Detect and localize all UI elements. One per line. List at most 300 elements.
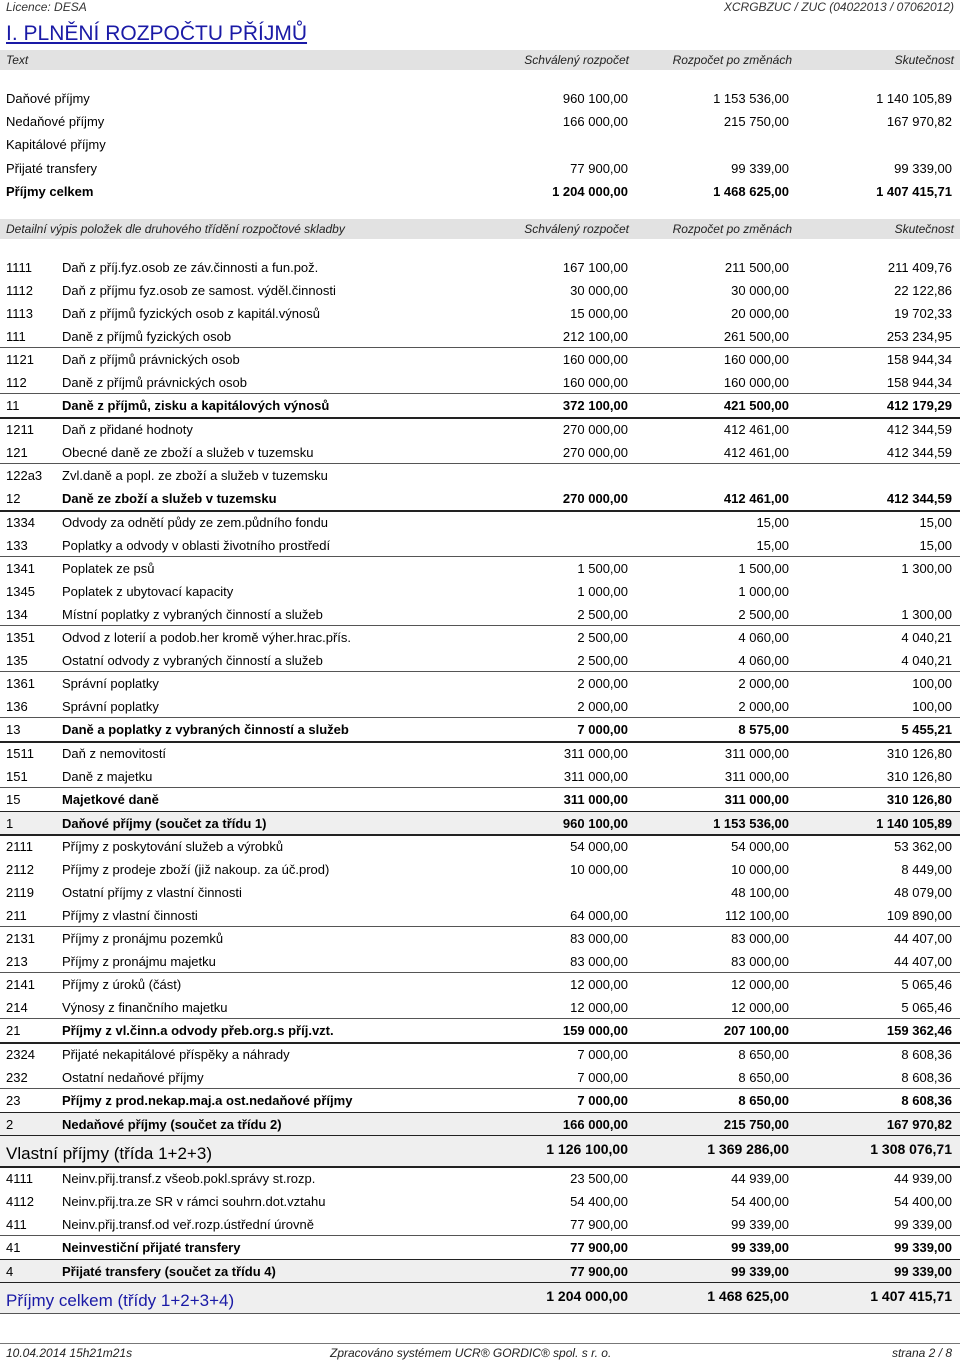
row-changed: 2 500,00 — [738, 607, 789, 622]
table-row — [0, 1190, 960, 1213]
row-label: Příjmy z prod.nekap.maj.a ost.nedaňové příjmy — [62, 1093, 353, 1108]
row-label: Daň z nemovitostí — [62, 746, 167, 761]
row-changed: 412 461,00 — [723, 491, 789, 506]
row-code: 23 — [6, 1093, 21, 1108]
row-label: Daně z příjmů právnických osob — [62, 375, 247, 390]
row-approved: 12 000,00 — [570, 1000, 628, 1015]
row-label: Příjmy celkem (třídy 1+2+3+4) — [6, 1291, 235, 1310]
row-code: 4112 — [6, 1194, 34, 1209]
table-row — [0, 835, 960, 858]
row-actual: 99 339,00 — [894, 1264, 952, 1279]
row-label: Ostatní nedaňové příjmy — [62, 1070, 204, 1085]
row-label: Neinvestiční přijaté transfery — [62, 1240, 241, 1255]
row-actual: 15,00 — [919, 515, 952, 530]
row-label: Odvody za odnětí půdy ze zem.půdního fondu — [62, 515, 328, 530]
row-approved: 2 500,00 — [577, 653, 628, 668]
row-approved: 270 000,00 — [562, 422, 628, 437]
row-approved: 311 000,00 — [563, 792, 628, 807]
row-code: 151 — [6, 769, 28, 784]
table-row — [0, 557, 960, 580]
row-label: Místní poplatky z vybraných činností a služeb — [62, 607, 323, 622]
row-changed: 8 575,00 — [738, 722, 789, 737]
row-changed: 211 500,00 — [724, 260, 789, 275]
footer-datetime: 10.04.2014 15h21m21s — [6, 1346, 133, 1360]
row-actual: 4 040,21 — [901, 653, 952, 668]
row-code: 1334 — [6, 515, 35, 530]
row-actual: 8 608,36 — [901, 1070, 952, 1085]
row-actual: 44 407,00 — [894, 954, 952, 969]
row-approved: 212 100,00 — [562, 329, 628, 344]
row-code: 1341 — [6, 561, 35, 576]
table-row — [0, 1167, 960, 1190]
row-label: Daň z příjmů fyzických osob z kapitál.výnosů — [62, 306, 320, 321]
row-changed: 215 750,00 — [723, 1117, 789, 1132]
table-row-sub — [0, 441, 960, 464]
row-actual: 412 344,59 — [886, 445, 952, 460]
row-label: Ostatní příjmy z vlastní činnosti — [62, 885, 242, 900]
row-changed: 2 000,00 — [738, 699, 789, 714]
row-approved: 270 000,00 — [562, 491, 628, 506]
row-label: Daně z majetku — [62, 769, 153, 784]
row-label: Daň z příj.fyz.osob ze záv.činnosti a fun.pož. — [62, 260, 319, 275]
row-label: Příjmy z vlastní činnosti — [62, 908, 198, 923]
row-changed: 54 000,00 — [731, 839, 789, 854]
row-actual: 44 407,00 — [894, 931, 952, 946]
row-code: 13 — [6, 722, 21, 737]
row-actual: 310 126,80 — [886, 746, 952, 761]
summary-changed: 99 339,00 — [731, 161, 789, 176]
summary-label: Daňové příjmy — [6, 91, 90, 106]
row-approved: 2 500,00 — [577, 607, 628, 622]
row-changed: 1 000,00 — [738, 584, 789, 599]
table-row-group — [0, 718, 960, 742]
row-actual: 5 455,21 — [901, 722, 952, 737]
row-actual: 5 065,46 — [901, 1000, 952, 1015]
row-changed: 1 468 625,00 — [707, 1288, 789, 1304]
summary-changed: 1 468 625,00 — [713, 184, 789, 199]
table-row — [0, 279, 960, 302]
table-row-class — [0, 812, 960, 835]
row-changed: 2 000,00 — [738, 676, 789, 691]
footer-divider — [0, 1343, 960, 1344]
table-row — [0, 742, 960, 765]
row-changed: 207 100,00 — [723, 1023, 789, 1038]
row-code: 4111 — [6, 1171, 33, 1186]
row-approved: 1 000,00 — [577, 584, 628, 599]
summary-label: Nedaňové příjmy — [6, 114, 105, 129]
summary-actual: 99 339,00 — [894, 161, 952, 176]
row-actual: 159 362,46 — [886, 1023, 952, 1038]
row-actual: 99 339,00 — [894, 1217, 952, 1232]
table-row-sub — [0, 325, 960, 348]
row-changed: 12 000,00 — [731, 977, 789, 992]
row-label: Daň z příjmu fyz.osob ze samost. výděl.činnosti — [62, 283, 336, 298]
row-code: 135 — [6, 653, 28, 668]
row-code: 213 — [6, 954, 28, 969]
row-approved: 64 000,00 — [570, 908, 628, 923]
licence-label: Licence: DESA — [6, 0, 87, 14]
detail-col-text: Detailní výpis položek dle druhového třídění rozpočtové skladby — [6, 222, 345, 236]
row-changed: 4 060,00 — [738, 630, 789, 645]
detail-header-band — [0, 219, 960, 239]
row-label: Příjmy z pronájmu pozemků — [62, 931, 224, 946]
row-label: Obecné daně ze zboží a služeb v tuzemsku — [62, 445, 314, 460]
row-actual: 4 040,21 — [901, 630, 952, 645]
row-changed: 1 500,00 — [738, 561, 789, 576]
table-row — [0, 973, 960, 996]
row-changed: 48 100,00 — [731, 885, 789, 900]
row-changed: 4 060,00 — [738, 653, 789, 668]
row-label: Poplatky a odvody v oblasti životního prostředí — [62, 538, 331, 553]
row-actual: 211 409,76 — [887, 260, 952, 275]
row-label: Daně z příjmů fyzických osob — [62, 329, 232, 344]
table-row — [0, 672, 960, 695]
row-code: 4 — [6, 1264, 14, 1279]
row-approved: 15 000,00 — [570, 306, 628, 321]
row-approved: 54 400,00 — [570, 1194, 628, 1209]
row-changed: 311 000,00 — [724, 792, 789, 807]
summary-approved: 166 000,00 — [562, 114, 628, 129]
summary-row — [0, 88, 960, 110]
row-code: 12 — [6, 491, 21, 506]
row-approved: 1 500,00 — [577, 561, 628, 576]
row-code: 21 — [6, 1023, 21, 1038]
table-row-sub — [0, 765, 960, 788]
table-row-sub — [0, 1066, 960, 1089]
row-code: 232 — [6, 1070, 28, 1085]
row-changed: 412 461,00 — [723, 422, 789, 437]
row-label: Zvl.daně a popl. ze zboží a služeb v tuzemsku — [62, 468, 328, 483]
row-label: Daně z příjmů, zisku a kapitálových výnosů — [62, 398, 330, 413]
row-actual: 1 140 105,89 — [876, 816, 952, 831]
row-actual: 22 122,86 — [894, 283, 952, 298]
row-changed: 421 500,00 — [723, 398, 789, 413]
table-row-class — [0, 1113, 960, 1136]
row-code: 2112 — [6, 862, 34, 877]
summary-approved: 1 204 000,00 — [552, 184, 628, 199]
detail-col-changed: Rozpočet po změnách — [672, 222, 792, 236]
row-approved: 2 000,00 — [577, 676, 628, 691]
row-label: Přijaté transfery (součet za třídu 4) — [62, 1264, 276, 1279]
row-actual: 253 234,95 — [886, 329, 952, 344]
row-label: Správní poplatky — [62, 699, 159, 714]
row-actual: 412 344,59 — [886, 491, 952, 506]
summary-row — [0, 111, 960, 133]
row-actual: 48 079,00 — [894, 885, 952, 900]
table-row-sub — [0, 695, 960, 718]
table-row — [0, 580, 960, 603]
row-code: 1111 — [6, 260, 33, 275]
row-actual: 44 939,00 — [894, 1171, 952, 1186]
row-code: 121 — [6, 445, 28, 460]
row-approved: 270 000,00 — [562, 445, 628, 460]
row-changed: 160 000,00 — [723, 375, 789, 390]
row-actual: 53 362,00 — [894, 839, 952, 854]
row-code: 1345 — [6, 584, 35, 599]
row-approved: 7 000,00 — [577, 1047, 628, 1062]
row-code: 2324 — [6, 1047, 35, 1062]
row-changed: 261 500,00 — [723, 329, 789, 344]
row-code: 136 — [6, 699, 28, 714]
row-code: 1112 — [6, 283, 33, 298]
row-actual: 412 179,29 — [886, 398, 952, 413]
row-actual: 99 339,00 — [894, 1240, 952, 1255]
row-label: Nedaňové příjmy (součet za třídu 2) — [62, 1117, 282, 1132]
row-label: Daňové příjmy (součet za třídu 1) — [62, 816, 267, 831]
row-approved: 1 126 100,00 — [546, 1141, 628, 1157]
summary-approved: 77 900,00 — [570, 161, 628, 176]
row-approved: 2 000,00 — [577, 699, 628, 714]
table-row-grandtotal — [0, 1283, 960, 1314]
table-row-sub — [0, 649, 960, 672]
row-label: Vlastní příjmy (třída 1+2+3) — [6, 1144, 212, 1163]
row-label: Neinv.přij.transf.od veř.rozp.ústřední úrovně — [62, 1217, 314, 1232]
row-code: 41 — [6, 1240, 21, 1255]
summary-header-band — [0, 50, 960, 70]
row-changed: 412 461,00 — [723, 445, 789, 460]
row-changed: 8 650,00 — [738, 1070, 789, 1085]
row-actual: 8 608,36 — [901, 1093, 952, 1108]
table-row-sub — [0, 996, 960, 1019]
row-code: 11 — [6, 398, 20, 413]
row-changed: 112 100,00 — [724, 908, 789, 923]
table-row-sub — [0, 1213, 960, 1236]
row-approved: 12 000,00 — [570, 977, 628, 992]
row-actual: 8 608,36 — [901, 1047, 952, 1062]
row-code: 2 — [6, 1117, 14, 1132]
row-changed: 99 339,00 — [731, 1217, 789, 1232]
row-changed: 54 400,00 — [731, 1194, 789, 1209]
summary-row — [0, 181, 960, 203]
row-changed: 20 000,00 — [731, 306, 789, 321]
row-approved: 311 000,00 — [563, 769, 628, 784]
summary-actual: 167 970,82 — [886, 114, 952, 129]
row-actual: 54 400,00 — [894, 1194, 952, 1209]
row-changed: 15,00 — [756, 538, 789, 553]
row-approved: 77 900,00 — [570, 1240, 628, 1255]
summary-row — [0, 134, 960, 156]
row-code: 111 — [6, 329, 26, 344]
row-approved: 160 000,00 — [562, 375, 628, 390]
summary-actual: 1 140 105,89 — [876, 91, 952, 106]
row-label: Příjmy z prodeje zboží (již nakoup. za úč.prod) — [62, 862, 330, 877]
row-changed: 8 650,00 — [738, 1093, 789, 1108]
table-row — [0, 302, 960, 325]
table-row — [0, 881, 960, 904]
row-label: Příjmy z vl.činn.a odvody přeb.org.s příj.vzt. — [62, 1023, 334, 1038]
row-label: Poplatek ze psů — [62, 561, 155, 576]
row-changed: 99 339,00 — [731, 1240, 789, 1255]
row-actual: 8 449,00 — [901, 862, 952, 877]
row-actual: 310 126,80 — [886, 769, 952, 784]
summary-col-approved: Schválený rozpočet — [524, 53, 629, 67]
row-actual: 167 970,82 — [886, 1117, 952, 1132]
row-code: 15 — [6, 792, 21, 807]
row-divider — [0, 1313, 960, 1314]
summary-label: Kapitálové příjmy — [6, 137, 106, 152]
row-changed: 83 000,00 — [731, 931, 789, 946]
row-changed: 30 000,00 — [731, 283, 789, 298]
row-code: 1113 — [6, 306, 33, 321]
row-actual: 5 065,46 — [901, 977, 952, 992]
row-actual: 100,00 — [912, 699, 952, 714]
summary-approved: 960 100,00 — [562, 91, 628, 106]
table-row — [0, 511, 960, 534]
row-actual: 1 407 415,71 — [870, 1288, 952, 1304]
table-row — [0, 418, 960, 441]
row-actual: 158 944,34 — [886, 352, 952, 367]
row-approved: 311 000,00 — [563, 746, 628, 761]
footer-page: strana 2 / 8 — [891, 1346, 952, 1360]
row-approved: 7 000,00 — [577, 722, 628, 737]
row-actual: 100,00 — [912, 676, 952, 691]
table-row-sub — [0, 904, 960, 927]
row-label: Výnosy z finančního majetku — [62, 1000, 228, 1015]
row-approved: 54 000,00 — [570, 839, 628, 854]
row-approved: 960 100,00 — [562, 816, 628, 831]
summary-label: Přijaté transfery — [6, 161, 98, 176]
row-actual: 1 300,00 — [901, 607, 952, 622]
row-changed: 44 939,00 — [731, 1171, 789, 1186]
table-row-group — [0, 788, 960, 812]
summary-row — [0, 158, 960, 180]
row-changed: 1 369 286,00 — [707, 1141, 789, 1157]
row-changed: 99 339,00 — [731, 1264, 789, 1279]
table-row — [0, 1043, 960, 1066]
table-row-sub — [0, 371, 960, 394]
row-changed: 10 000,00 — [731, 862, 789, 877]
row-actual: 15,00 — [919, 538, 952, 553]
row-code: 214 — [6, 1000, 28, 1015]
table-row-group — [0, 1089, 960, 1113]
summary-changed: 215 750,00 — [723, 114, 789, 129]
summary-changed: 1 153 536,00 — [713, 91, 789, 106]
row-label: Přijaté nekapitálové příspěky a náhrady — [62, 1047, 290, 1062]
row-changed: 15,00 — [756, 515, 789, 530]
row-label: Daň z přidané hodnoty — [62, 422, 193, 437]
row-code: 134 — [6, 607, 28, 622]
row-changed: 1 153 536,00 — [713, 816, 789, 831]
row-approved: 30 000,00 — [570, 283, 628, 298]
row-code: 1351 — [6, 630, 35, 645]
row-approved: 10 000,00 — [570, 862, 628, 877]
table-row-sub — [0, 950, 960, 973]
table-row-group — [0, 487, 960, 511]
table-row — [0, 464, 960, 487]
row-code: 1361 — [6, 676, 35, 691]
table-row-class — [0, 1260, 960, 1283]
row-approved: 83 000,00 — [570, 931, 628, 946]
row-approved: 160 000,00 — [562, 352, 628, 367]
row-code: 122a3 — [6, 468, 43, 483]
row-code: 112 — [6, 375, 27, 390]
table-row — [0, 858, 960, 881]
row-approved: 77 900,00 — [570, 1217, 628, 1232]
row-actual: 1 308 076,71 — [870, 1141, 952, 1157]
row-changed: 8 650,00 — [738, 1047, 789, 1062]
row-actual: 109 890,00 — [886, 908, 952, 923]
summary-label: Příjmy celkem — [6, 184, 94, 199]
row-actual: 19 702,33 — [894, 306, 952, 321]
row-code: 1211 — [6, 422, 34, 437]
table-row-group — [0, 1019, 960, 1043]
page-title: I. PLNĚNÍ ROZPOČTU PŘÍJMŮ — [6, 22, 308, 45]
row-changed: 12 000,00 — [731, 1000, 789, 1015]
row-changed: 311 000,00 — [724, 746, 789, 761]
summary-actual: 1 407 415,71 — [876, 184, 952, 199]
row-changed: 83 000,00 — [731, 954, 789, 969]
table-row-sub — [0, 534, 960, 557]
row-approved: 372 100,00 — [562, 398, 628, 413]
row-label: Neinv.přij.tra.ze SR v rámci souhrn.dot.vztahu — [62, 1194, 326, 1209]
row-code: 1 — [6, 816, 14, 831]
row-code: 2111 — [6, 839, 33, 854]
row-label: Daně a poplatky z vybraných činností a služeb — [62, 722, 349, 737]
table-row-sub — [0, 603, 960, 626]
row-approved: 1 204 000,00 — [546, 1288, 628, 1304]
table-row — [0, 927, 960, 950]
table-row-group — [0, 394, 960, 418]
row-approved: 77 900,00 — [570, 1264, 628, 1279]
table-row — [0, 626, 960, 649]
row-label: Správní poplatky — [62, 676, 159, 691]
summary-col-text: Text — [6, 53, 29, 67]
footer-system: Zpracováno systémem UCR® GORDIC® spol. s r. o. — [330, 1346, 612, 1360]
row-changed: 311 000,00 — [724, 769, 789, 784]
row-code: 411 — [6, 1217, 27, 1232]
row-code: 2131 — [6, 931, 35, 946]
row-approved: 23 500,00 — [570, 1171, 628, 1186]
row-code: 133 — [6, 538, 28, 553]
row-label: Odvod z loterií a podob.her kromě výher.hrac.přís. — [62, 630, 352, 645]
row-label: Majetkové daně — [62, 792, 159, 807]
row-label: Poplatek z ubytovací kapacity — [62, 584, 234, 599]
table-row-group — [0, 1236, 960, 1260]
row-label: Příjmy z úroků (část) — [62, 977, 182, 992]
detail-col-actual: Skutečnost — [894, 222, 954, 236]
row-approved: 159 000,00 — [562, 1023, 628, 1038]
row-label: Příjmy z poskytování služeb a výrobků — [62, 839, 284, 854]
row-actual: 412 344,59 — [886, 422, 952, 437]
row-actual: 158 944,34 — [886, 375, 952, 390]
row-approved: 7 000,00 — [577, 1093, 628, 1108]
report-id: XCRGBZUC / ZUC (04022013 / 07062012) — [723, 0, 954, 14]
row-changed: 160 000,00 — [723, 352, 789, 367]
row-actual: 310 126,80 — [886, 792, 952, 807]
row-code: 2119 — [6, 885, 34, 900]
row-approved: 7 000,00 — [577, 1070, 628, 1085]
table-row — [0, 256, 960, 279]
row-label: Daň z příjmů právnických osob — [62, 352, 240, 367]
row-approved: 167 100,00 — [562, 260, 628, 275]
summary-col-actual: Skutečnost — [894, 53, 954, 67]
row-label: Neinv.přij.transf.z všeob.pokl.správy st.rozp. — [62, 1171, 316, 1186]
row-actual: 1 300,00 — [901, 561, 952, 576]
row-code: 1511 — [6, 746, 34, 761]
detail-col-approved: Schválený rozpočet — [524, 222, 629, 236]
summary-col-changed: Rozpočet po změnách — [672, 53, 792, 67]
row-approved: 166 000,00 — [562, 1117, 628, 1132]
row-code: 211 — [6, 908, 27, 923]
table-row — [0, 348, 960, 371]
row-approved: 83 000,00 — [570, 954, 628, 969]
row-code: 1121 — [6, 352, 34, 367]
row-label: Příjmy z pronájmu majetku — [62, 954, 216, 969]
row-approved: 2 500,00 — [577, 630, 628, 645]
row-label: Daně ze zboží a služeb v tuzemsku — [62, 491, 277, 506]
row-code: 2141 — [6, 977, 35, 992]
table-row-total — [0, 1136, 960, 1167]
